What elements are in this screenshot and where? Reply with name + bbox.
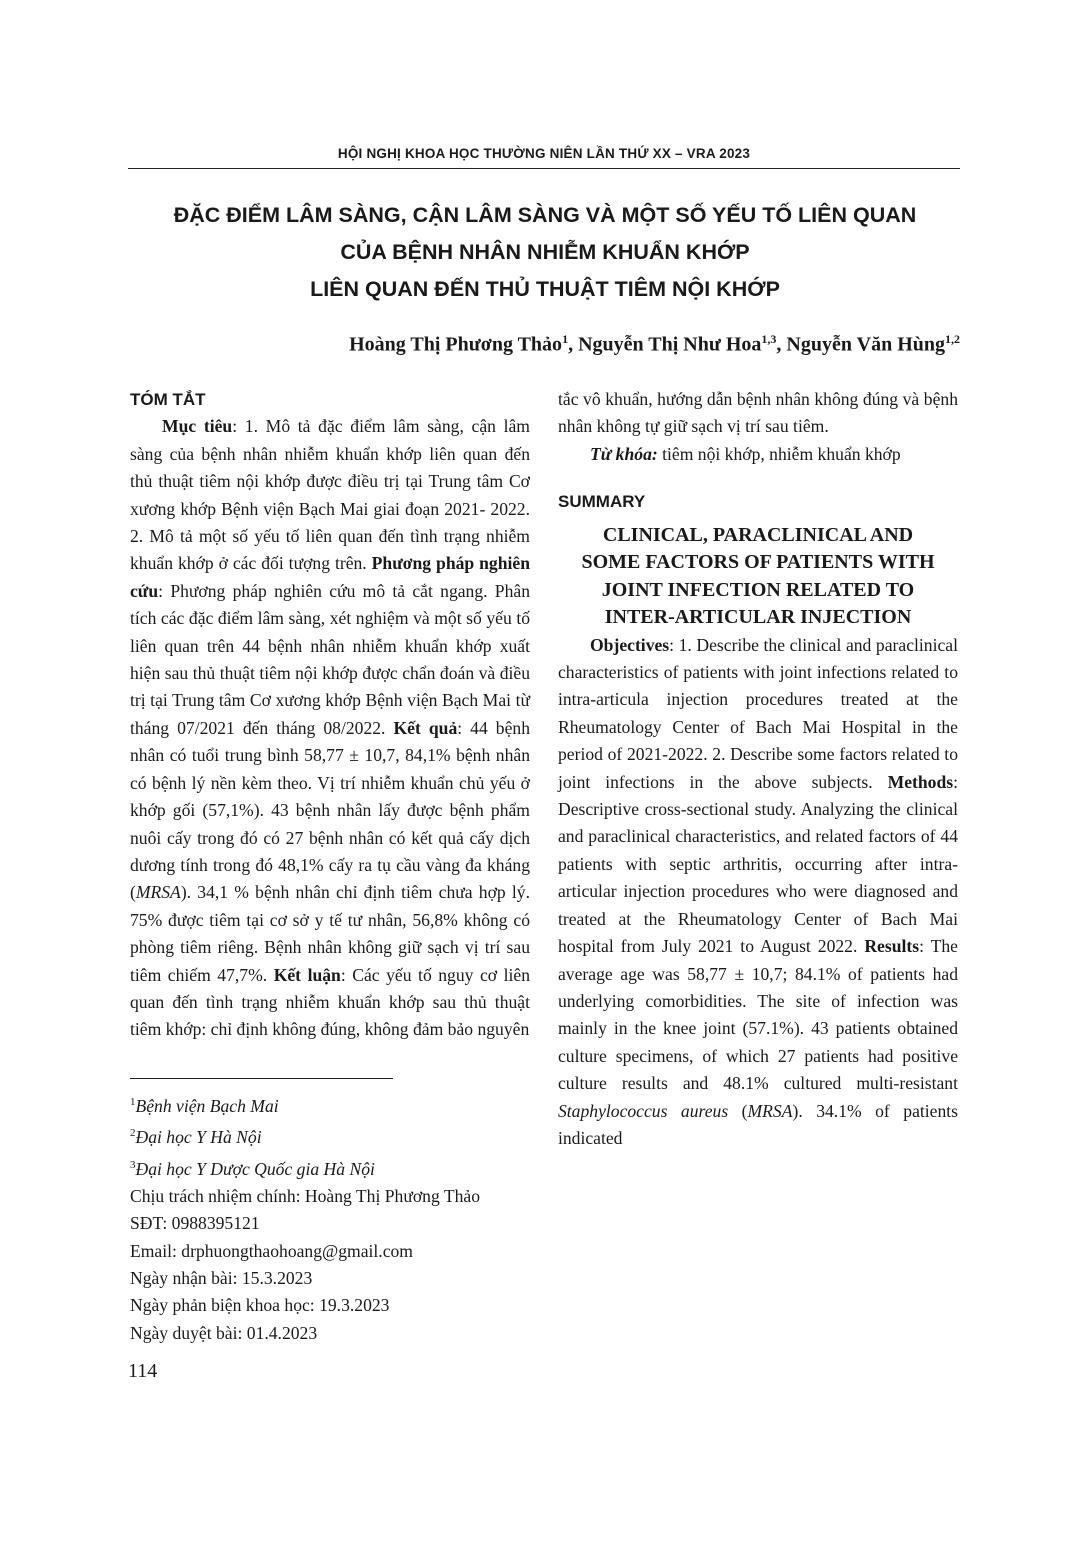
muc-tieu-text: : 1. Mô tả đặc điểm lâm sàng, cận lâm sàng của bệnh nhân nhiễm khuẩn khớp liên quan đến thủ thuật tiêm nội khớp được điều trị tại Trung tâm Cơ xương khớp Bệnh viện Bạch Mai giai đoạn 2021- 2022. 2. Mô tả một số yếu tố liên quan đến tình trạng nhiễm khuẩn khớp ở các đối tượng trên. bbox=[130, 416, 530, 574]
summary-heading: SUMMARY bbox=[558, 492, 646, 512]
keywords-label: Từ khóa: bbox=[590, 443, 658, 464]
corresponding-author: Chịu trách nhiệm chính: Hoàng Thị Phương Thảo bbox=[130, 1185, 480, 1206]
english-title-line: SOME FACTORS OF PATIENTS WITH bbox=[581, 551, 935, 574]
affiliation-text: Đại học Y Dược Quốc gia Hà Nội bbox=[135, 1158, 375, 1179]
author-affiliation: 1,3 bbox=[761, 332, 777, 346]
footnote-rule bbox=[130, 1078, 393, 1079]
vn-abstract-continued bbox=[558, 386, 958, 441]
review-date: Ngày phản biện khoa học: 19.3.2023 bbox=[130, 1295, 390, 1316]
received-date: Ngày nhận bài: 15.3.2023 bbox=[130, 1268, 313, 1289]
accepted-date: Ngày duyệt bài: 01.4.2023 bbox=[130, 1322, 318, 1343]
ket-luan-label: Kết luận bbox=[273, 964, 341, 985]
vn-abstract-paragraph bbox=[130, 413, 530, 1043]
ket-qua-text: : 44 bệnh nhân có tuổi trung bình 58,77 ± 10,7, 84,1% bệnh nhân có bệnh lý nền kèm theo. Vị trí nhiễm khuẩn chủ yếu ở khớp gối (57,1%). 43 bệnh nhân lấy được bệnh phẩm nuôi cấy trong đó có 27 bệnh nhân có kết quả cấy dịch dương tính trong đó 48,1% cấy ra tụ cầu vàng đa kháng ( bbox=[130, 717, 530, 903]
author-separator: , bbox=[776, 333, 787, 356]
author-name: Nguyễn Thị Như Hoa bbox=[578, 333, 762, 356]
title-line-1: ĐẶC ĐIỂM LÂM SÀNG, CẬN LÂM SÀNG VÀ MỘT SỐ YẾU TỐ LIÊN QUAN bbox=[173, 203, 917, 227]
affiliation-footnote bbox=[130, 1120, 550, 1151]
ket-qua-text-cont: ). 34,1 % bệnh nhân chỉ định tiêm chưa hợp lý. 75% được tiêm tại cơ sở y tế tư nhân, 56,8% không có phòng tiêm riêng. Bệnh nhân không giữ sạch vị trí sau tiêm chiếm 47,7%. bbox=[130, 882, 530, 985]
author-affiliation: 1,2 bbox=[945, 332, 960, 346]
author-affiliation: 1 bbox=[562, 332, 569, 346]
footnote-mark: 1 bbox=[130, 1096, 136, 1108]
phuong-phap-label: Phương pháp nghiên cứu bbox=[130, 553, 530, 601]
page-number: 114 bbox=[128, 1360, 158, 1382]
right-column bbox=[558, 386, 958, 1152]
phuong-phap-text: : Phương pháp nghiên cứu mô tả cắt ngang. Phân tích các đặc điểm lâm sàng, xét nghiệm và một số yếu tố liên quan trên 44 bệnh nhân nhiễm khuẩn khớp xuất hiện sau thủ thuật tiêm nội khớp được chẩn đoán và điều trị tại Trung tâm Cơ xương khớp Bệnh viện Bạch Mai từ tháng 07/2021 đến tháng 08/2022. bbox=[130, 580, 530, 738]
author-name: Hoàng Thị Phương Thảo bbox=[349, 333, 563, 356]
affiliation-text: Bệnh viện Bạch Mai bbox=[135, 1095, 279, 1116]
results-label: Results bbox=[864, 936, 920, 957]
objectives-label: Objectives bbox=[590, 634, 670, 655]
vn-abstract-heading: TÓM TẮT bbox=[130, 390, 206, 409]
footnote-mark: 2 bbox=[130, 1127, 136, 1140]
results-text-end: ). 34.1% of patients indicated bbox=[558, 1100, 958, 1148]
keywords-line bbox=[558, 441, 958, 468]
ket-qua-label: Kết quả bbox=[393, 717, 458, 738]
author-name: Nguyễn Văn Hùng bbox=[786, 333, 945, 356]
left-column bbox=[130, 386, 530, 1044]
english-title-line: CLINICAL, PARACLINICAL AND bbox=[602, 523, 914, 546]
ket-luan-text-part: : Các yếu tố nguy cơ liên quan đến tình trạng nhiễm khuẩn khớp sau thủ thuật tiêm khớp: chỉ định không đúng, không đảm bảo nguyên bbox=[130, 964, 530, 1040]
title-line-2: CỦA BỆNH NHÂN NHIỄM KHUẨN KHỚP bbox=[340, 240, 750, 264]
email-address: Email: drphuongthaohoang@gmail.com bbox=[130, 1240, 413, 1261]
running-header: HỘI NGHỊ KHOA HỌC THƯỜNG NIÊN LẦN THỨ XX – VRA 2023 bbox=[337, 146, 751, 161]
affiliation-text: Đại học Y Hà Nội bbox=[135, 1127, 262, 1148]
affiliation-footnote bbox=[130, 1152, 550, 1183]
ket-luan-text: tắc vô khuẩn, hướng dẫn bệnh nhân không đúng và bệnh nhân không tự giữ sạch vị trí sau tiêm. bbox=[558, 389, 958, 437]
objectives-text: : 1. Describe the clinical and paraclinical characteristics of patients with joint infections related to intra-articula injection procedures treated at the Rheumatology Center of Bach Mai Hospital in the period of 2021-2022. 2. Describe some factors related to joint infections in the above subjects. bbox=[558, 634, 958, 792]
mrsa-term: MRSA bbox=[135, 882, 181, 903]
english-summary-paragraph bbox=[558, 632, 958, 1153]
results-text-cont: ( bbox=[728, 1100, 748, 1121]
muc-tieu-label: Mục tiêu bbox=[162, 416, 233, 437]
mrsa-term: MRSA bbox=[747, 1100, 793, 1121]
paper-title bbox=[100, 197, 990, 308]
title-line-3: LIÊN QUAN ĐẾN THỦ THUẬT TIÊM NỘI KHỚP bbox=[310, 277, 780, 301]
footnote-mark: 3 bbox=[130, 1158, 136, 1171]
english-title-line: JOINT INFECTION RELATED TO bbox=[601, 578, 915, 601]
author-list bbox=[128, 332, 960, 357]
phone-number: SĐT: 0988395121 bbox=[130, 1213, 260, 1234]
results-text: : The average age was 58,77 ± 10,7; 84.1% of patients had underlying comorbidities. The site of infection was mainly in the knee joint (57.1%). 43 patients obtained culture specimens, of which 27 patients had positive culture results and 48.1% cultured multi-resistant bbox=[558, 936, 958, 1094]
english-title-line: INTER-ARTICULAR INJECTION bbox=[604, 606, 912, 629]
header-rule bbox=[128, 168, 960, 169]
keywords-text: tiêm nội khớp, nhiễm khuẩn khớp bbox=[657, 443, 901, 464]
methods-text: : Descriptive cross-sectional study. Analyzing the clinical and paraclinical characteristics, and related factors of 44 patients with septic arthritis, occurring after intra-articular injection procedures who were diagnosed and treated at the Rheumatology Center of Bach Mai hospital from July 2021 to August 2022. bbox=[558, 771, 958, 957]
affiliation-footnote bbox=[130, 1089, 550, 1120]
author-separator: , bbox=[568, 333, 579, 356]
footnotes bbox=[130, 1089, 550, 1347]
species-name: Staphylococcus aureus bbox=[558, 1100, 729, 1121]
methods-label: Methods bbox=[887, 771, 954, 792]
